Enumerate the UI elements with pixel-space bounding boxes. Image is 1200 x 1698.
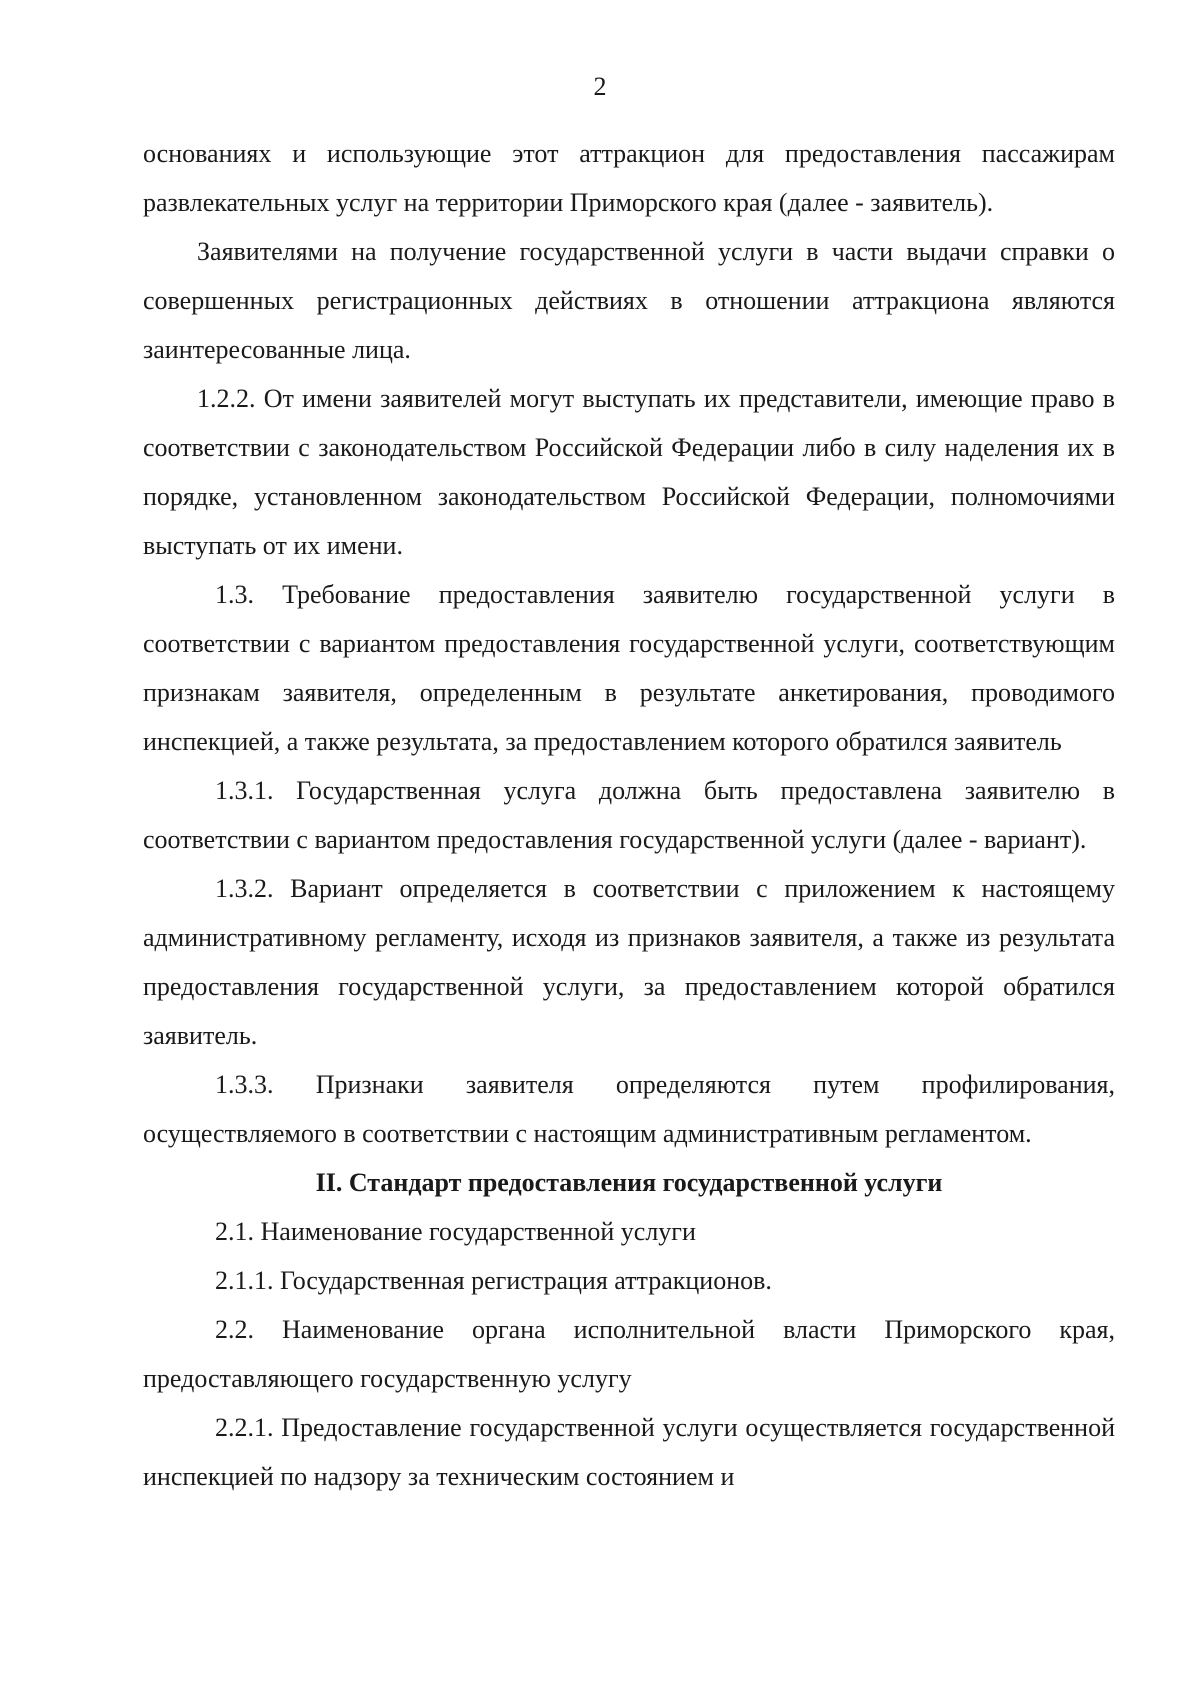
document-body [143,129,1115,1501]
paragraph-1-2-2: 1.2.2. От имени заявителей могут выступать их представители, имеющие право в соответствии с законодательством Российской Федерации либо в силу наделения их в порядке, установленном законодательством Российской Федерации, полномочиями выступать от их имени. [143,384,1115,560]
paragraph-1-3-1: 1.3.1. Государственная услуга должна быть предоставлена заявителю в соответствии с вариантом предоставления государственной услуги (далее - вариант). [143,776,1115,854]
section-heading: II. Стандарт предоставления государственной услуги [315,1168,943,1197]
paragraph-applicants-certificate: Заявителями на получение государственной услуги в части выдачи справки о совершенных регистрационных действиях в отношении аттракциона являются заинтересованные лица. [143,237,1115,364]
paragraph-continuation: основаниях и использующие этот аттракцион для предоставления пассажирам развлекательных услуг на территории Приморского края (далее - заявитель). [143,139,1115,217]
paragraph-2-1-1: 2.1.1. Государственная регистрация аттракционов. [215,1266,772,1295]
paragraph-1-3-3: 1.3.3. Признаки заявителя определяются путем профилирования, осуществляемого в соответствии с настоящим административным регламентом. [143,1070,1115,1148]
paragraph-2-2-1: 2.2.1. Предоставление государственной услуги осуществляется государственной инспекцией по надзору за техническим состоянием и [143,1413,1115,1491]
paragraph-2-1: 2.1. Наименование государственной услуги [215,1217,696,1246]
paragraph-1-3-2: 1.3.2. Вариант определяется в соответствии с приложением к настоящему административному регламенту, исходя из признаков заявителя, а также из результата предоставления государственной услуги, за предоставлением которой обратился заявитель. [143,874,1115,1050]
paragraph-2-2: 2.2. Наименование органа исполнительной власти Приморского края, предоставляющего государственную услугу [143,1315,1115,1393]
page-number: 2 [593,72,607,101]
paragraph-1-3: 1.3. Требование предоставления заявителю государственной услуги в соответствии с вариантом предоставления государственной услуги, соответствующим признакам заявителя, определенным в результате анкетирования, проводимого инспекцией, а также результата, за предоставлением которого обратился заявитель [143,580,1115,756]
